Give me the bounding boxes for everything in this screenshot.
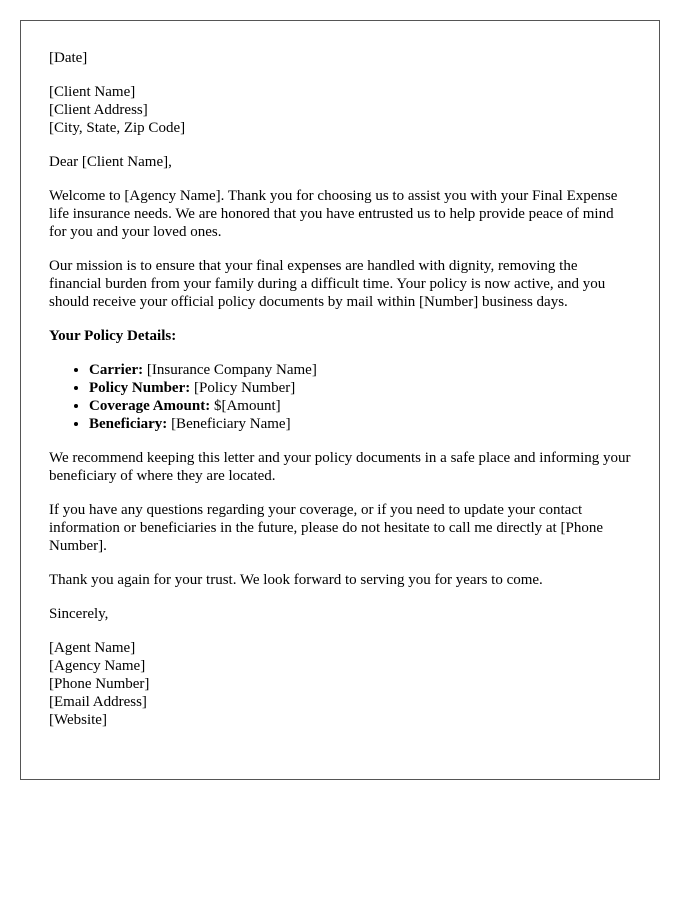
letter-date: [Date] bbox=[49, 50, 88, 66]
policy-detail-value: $[Amount] bbox=[210, 398, 281, 414]
mission-paragraph: Our mission is to ensure that your final expenses are handled with dignity, removing the financial burden from your family during a difficult time. Your policy is now active, and you should receive your official policy documents by mail within [Number] business days. bbox=[49, 258, 606, 310]
policy-detail-carrier bbox=[89, 361, 631, 379]
welcome-paragraph: Welcome to [Agency Name]. Thank you for choosing us to assist you with your Final Expense life insurance needs. We are honored that you have entrusted us to help provide peace of mind for you and your loved ones. bbox=[49, 188, 618, 240]
agent-email: [Email Address] bbox=[49, 694, 147, 710]
letter-document bbox=[20, 20, 660, 780]
policy-detail-label: Carrier: bbox=[89, 362, 144, 378]
policy-detail-value: [Beneficiary Name] bbox=[167, 416, 291, 432]
client-address: [Client Address] bbox=[49, 102, 148, 118]
client-name: [Client Name] bbox=[49, 84, 136, 100]
policy-detail-value: [Policy Number] bbox=[190, 380, 296, 396]
policy-detail-beneficiary bbox=[89, 415, 631, 433]
safekeeping-paragraph: We recommend keeping this letter and your policy documents in a safe place and informing your beneficiary of where they are located. bbox=[49, 450, 631, 484]
questions-paragraph: If you have any questions regarding your coverage, or if you need to update your contact information or beneficiaries in the future, please do not hesitate to call me directly at [Phone Number]. bbox=[49, 502, 603, 554]
policy-detail-policy-number bbox=[89, 379, 631, 397]
policy-detail-label: Coverage Amount: bbox=[89, 398, 211, 414]
policy-detail-value: [Insurance Company Name] bbox=[143, 362, 317, 378]
client-city-state-zip: [City, State, Zip Code] bbox=[49, 120, 186, 136]
signature-block bbox=[49, 639, 631, 729]
agency-name: [Agency Name] bbox=[49, 658, 146, 674]
policy-detail-label: Beneficiary: bbox=[89, 416, 168, 432]
agent-phone: [Phone Number] bbox=[49, 676, 150, 692]
agent-name: [Agent Name] bbox=[49, 640, 136, 656]
closing: Sincerely, bbox=[49, 606, 109, 622]
client-address-block bbox=[49, 83, 631, 137]
policy-detail-coverage-amount bbox=[89, 397, 631, 415]
policy-details-heading: Your Policy Details: bbox=[49, 328, 177, 344]
salutation: Dear [Client Name], bbox=[49, 154, 172, 170]
thank-you-paragraph: Thank you again for your trust. We look forward to serving you for years to come. bbox=[49, 572, 543, 588]
policy-detail-label: Policy Number: bbox=[89, 380, 191, 396]
policy-details-list bbox=[49, 361, 631, 433]
agency-website: [Website] bbox=[49, 712, 107, 728]
